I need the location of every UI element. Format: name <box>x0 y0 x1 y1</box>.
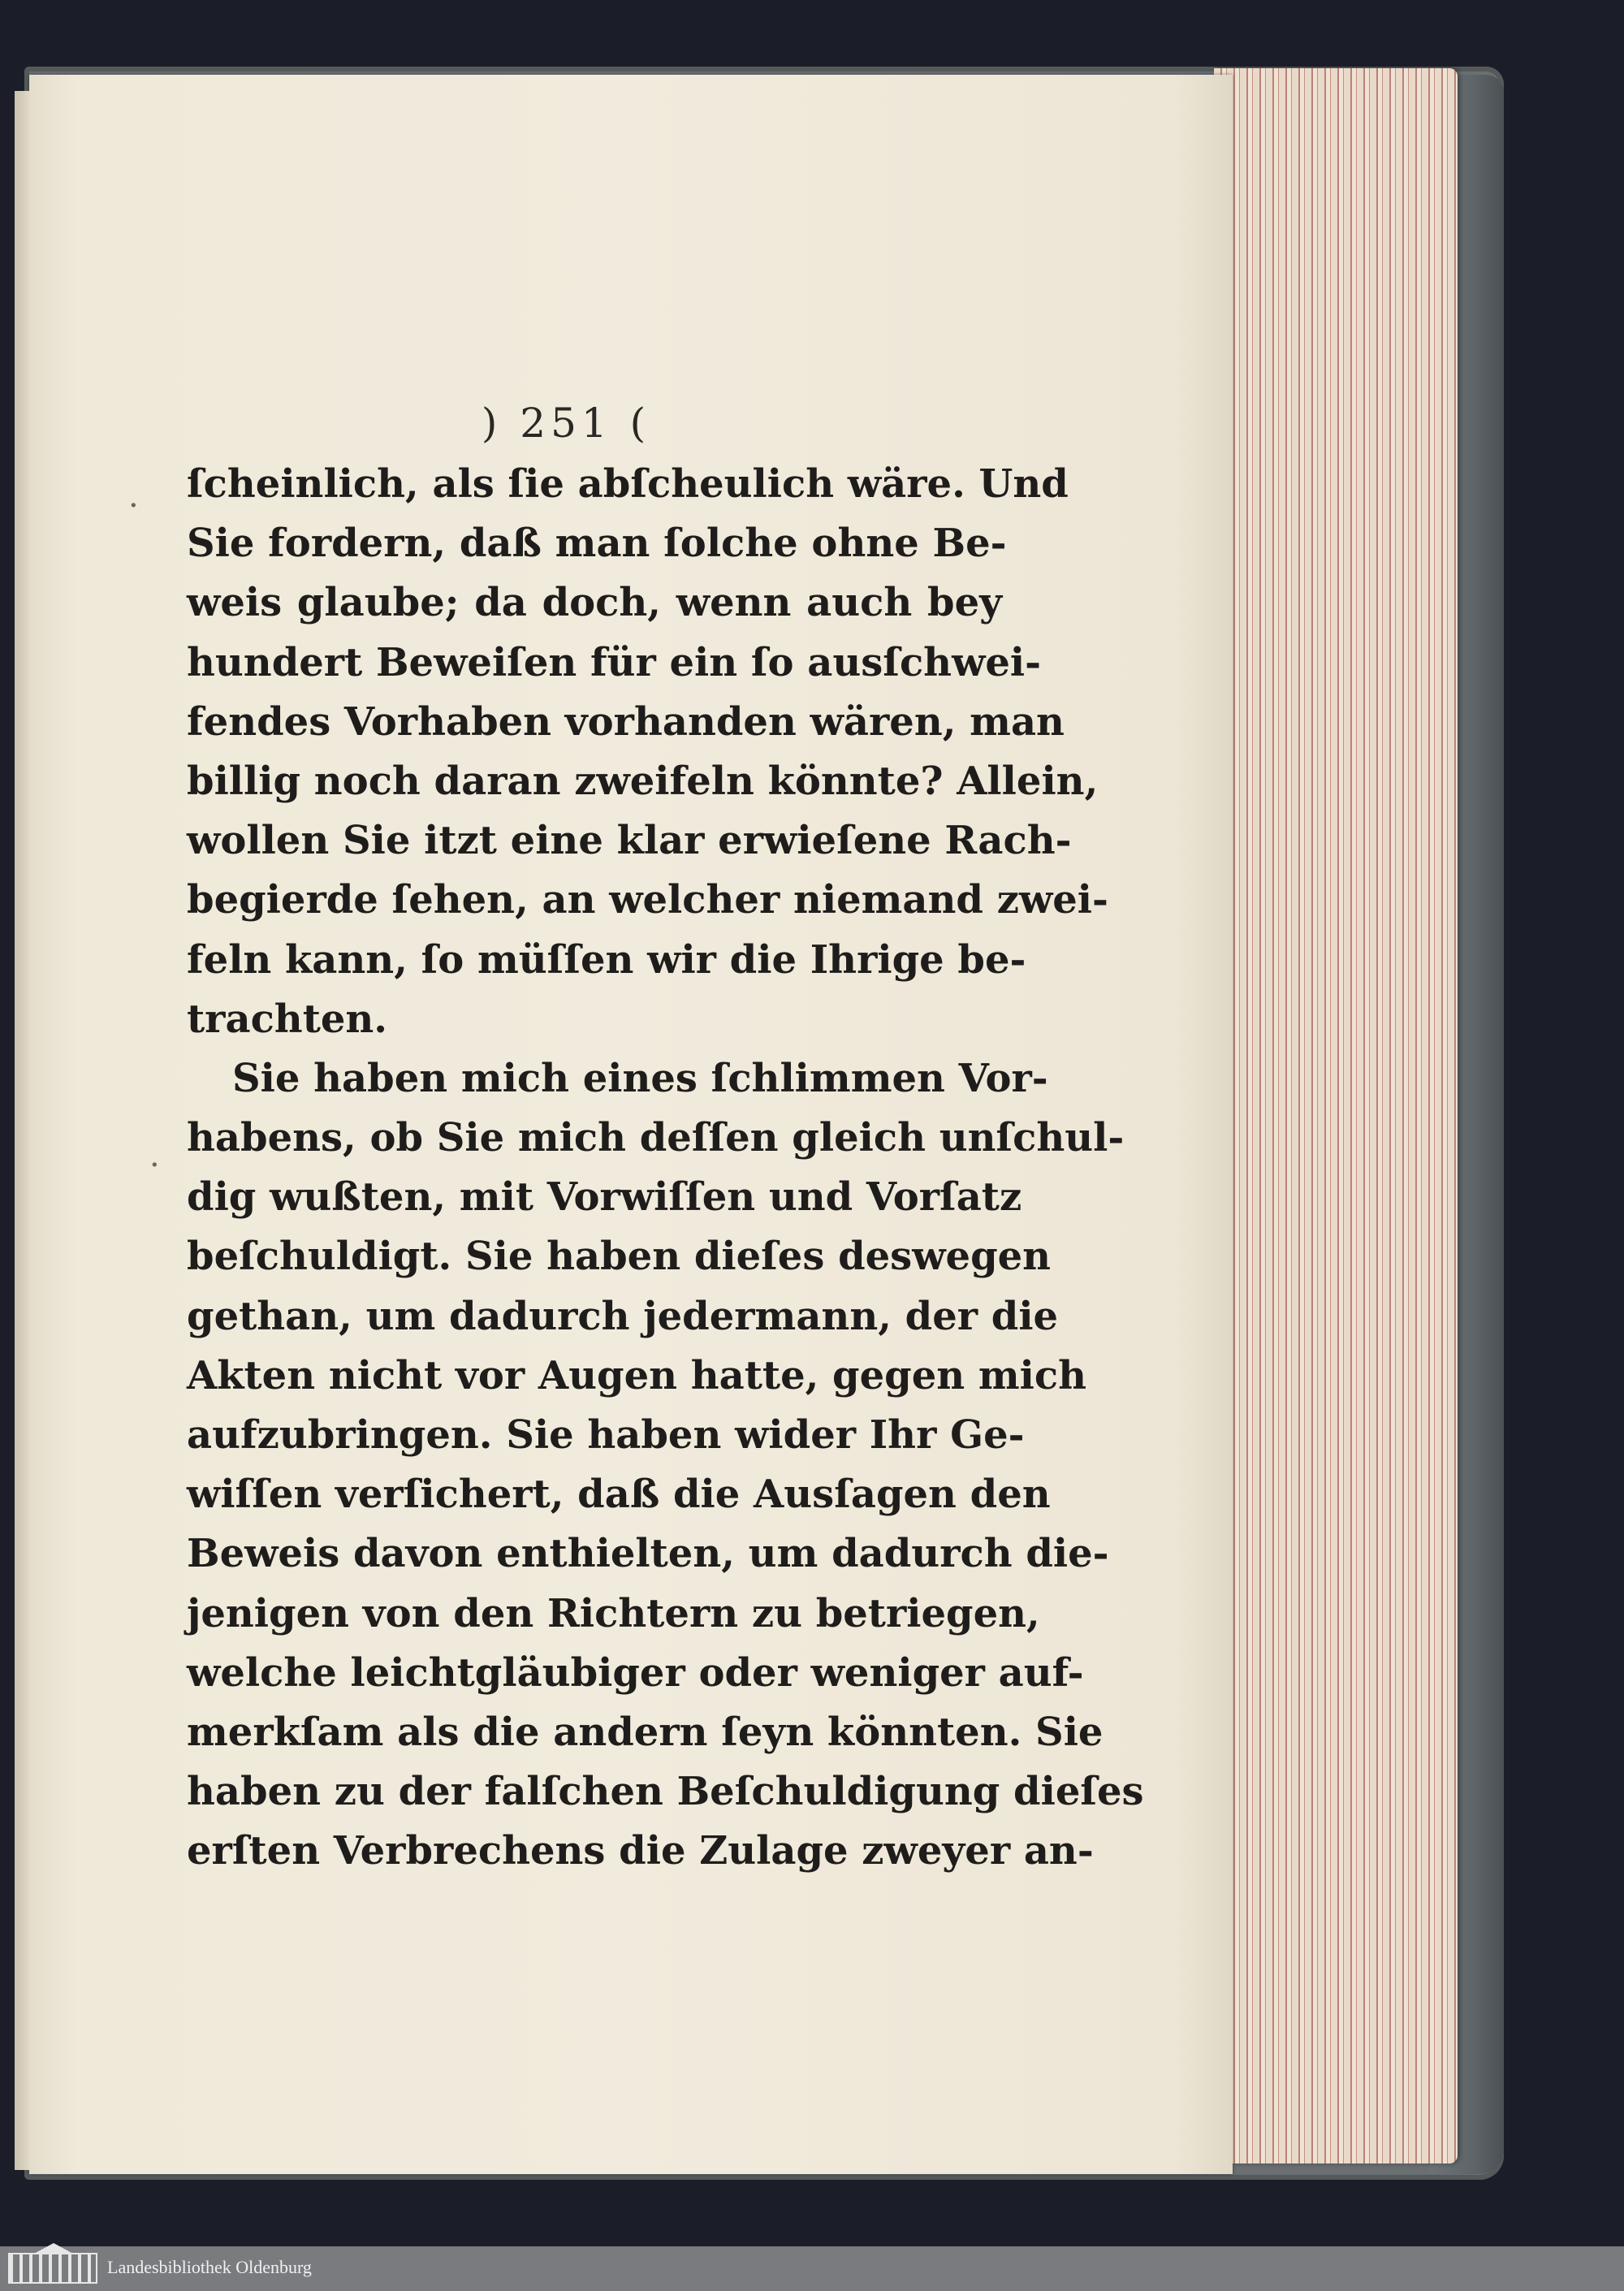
text-line: beſchuldigt. Sie haben dieſes deswegen <box>187 1234 1052 1280</box>
text-line: feln kann, ſo müſſen wir die Ihrige be- <box>187 936 1026 983</box>
text-line: wollen Sie itzt eine klar erwieſene Rach- <box>187 818 1072 864</box>
text-line: fendes Vorhaben vorhanden wären, man <box>187 698 1065 745</box>
text-line: habens, ob Sie mich deſſen gleich unſchul- <box>187 1115 1125 1161</box>
footer-bar <box>0 2246 1624 2291</box>
text-line: gethan, um dadurch jedermann, der die <box>187 1293 1059 1339</box>
text-line: aufzubringen. Sie haben wider Ihr Ge- <box>187 1412 1025 1458</box>
body-text <box>187 455 1144 1882</box>
library-name: Landesbibliothek Oldenburg <box>107 2257 312 2277</box>
library-logo-icon <box>8 2253 97 2284</box>
text-line: wiſſen verſichert, daß die Ausſagen den <box>187 1472 1051 1518</box>
book-page <box>29 75 1233 2174</box>
text-line: erſten Verbrechens die Zulage zweyer an- <box>187 1828 1094 1874</box>
text-line: haben zu der falſchen Beſchuldigung dieſes <box>187 1769 1144 1815</box>
text-line: jenigen von den Richtern zu betriegen, <box>187 1590 1040 1636</box>
text-line: trachten. <box>187 996 388 1042</box>
text-line: Beweis davon enthielten, um dadurch die- <box>187 1531 1109 1577</box>
margin-dot: · <box>128 487 139 525</box>
margin-dot: · <box>149 1147 160 1184</box>
bracket-right: ( <box>629 400 651 447</box>
text-line: dig wußten, mit Vorwiſſen und Vorſatz <box>187 1174 1022 1221</box>
page-number-group <box>482 400 650 447</box>
text-line: Akten nicht vor Augen hatte, gegen mich <box>187 1352 1086 1398</box>
page-number: 251 <box>520 400 612 447</box>
text-line: hundert Beweiſen für ein ſo ausſchwei- <box>187 639 1042 685</box>
page-fore-edge <box>1214 68 1458 2163</box>
running-head <box>29 400 1233 447</box>
text-line: Sie fordern, daß man ſolche ohne Be- <box>187 521 1007 567</box>
text-line: ſcheinlich, als ſie abſcheulich wäre. Und <box>187 461 1069 507</box>
text-line: weis glaube; da doch, wenn auch bey <box>187 580 1002 626</box>
bracket-left: ) <box>481 400 503 447</box>
text-line: welche leichtgläubiger oder weniger auf- <box>187 1649 1084 1696</box>
text-line: merkſam als die andern ſeyn könnten. Sie <box>187 1709 1104 1755</box>
paragraph-start-line: Sie haben mich eines ſchlimmen Vor- <box>232 1055 1048 1101</box>
text-line: begierde ſehen, an welcher niemand zwei- <box>187 877 1108 923</box>
page-gutter-edge <box>15 91 32 2170</box>
text-line: billig noch daran zweifeln könnte? Allein, <box>187 758 1099 804</box>
